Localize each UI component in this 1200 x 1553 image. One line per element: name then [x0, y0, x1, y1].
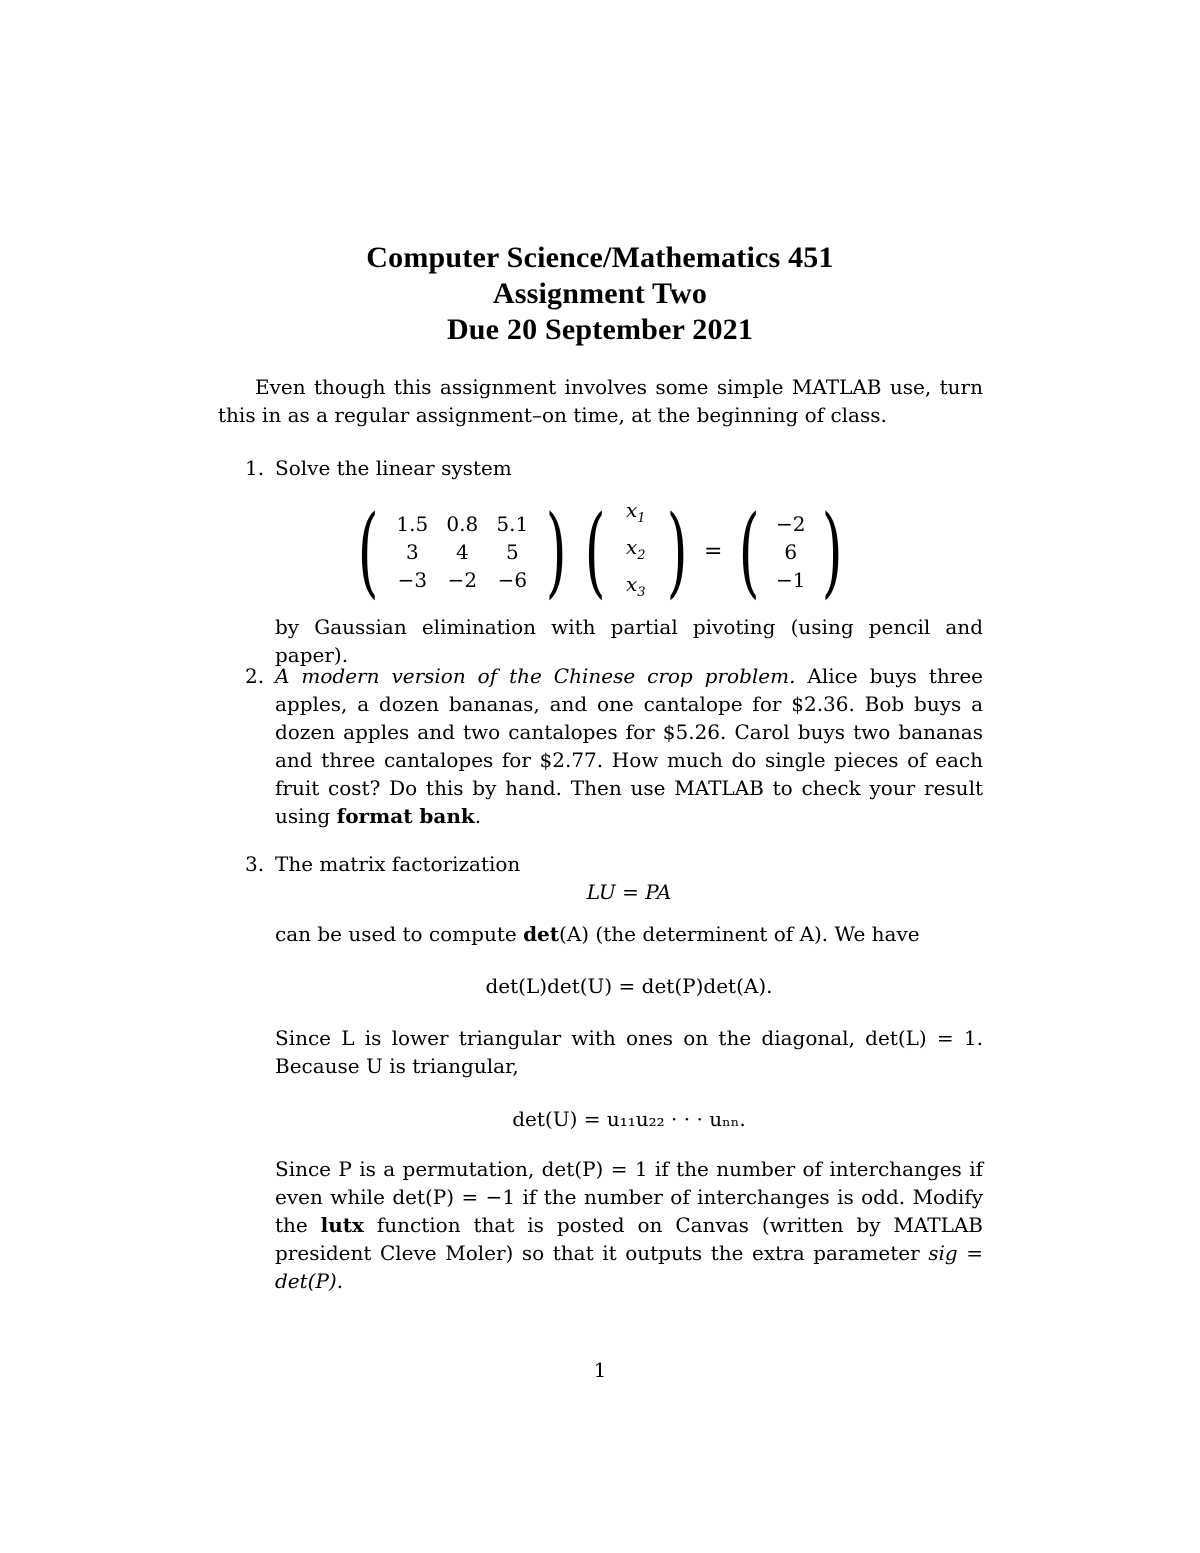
right-paren: )	[821, 494, 843, 609]
problem-3-lead: The matrix factorization	[275, 852, 521, 876]
unknown-x3: $x_3$	[626, 572, 646, 600]
equation-det-product: det(L)det(U) = det(P)det(A).	[485, 974, 773, 998]
right-paren: )	[545, 494, 567, 609]
unknown-x2: $x_2$	[626, 535, 646, 563]
assignment-title: Assignment Two	[492, 277, 708, 310]
page-number: 1	[593, 1358, 607, 1382]
unknown-vector	[614, 496, 658, 607]
matrix-cell: −2	[447, 567, 478, 592]
course-title: Computer Science/Mathematics 451	[366, 241, 834, 274]
unknown-x1: $x_1$	[626, 498, 646, 526]
matrix-cell: 1.5	[396, 511, 429, 536]
due-date: Due 20 September 2021	[446, 313, 754, 346]
coefficient-matrix	[387, 510, 537, 594]
problem-1-number: 1.	[245, 456, 265, 480]
matrix-cell: −6	[497, 567, 528, 592]
equals-sign: =	[704, 539, 723, 564]
problem-3-para-2: Since L is lower triangular with ones on the diagonal, det(L) = 1. Because U is triangular,	[275, 1026, 983, 1078]
problem-2-body: Alice buys three apples, a dozen bananas, and one cantalope for $2.36. Bob buys a dozen apples and two cantalopes for $5.26. Carol buys two bananas and three cantalopes for $2.77. How much do single pieces of each fruit cost? Do this by hand. Then use MATLAB to check your result using	[275, 664, 984, 828]
matrix-cell: 3	[405, 539, 419, 564]
linear-system	[0, 496, 1200, 607]
matrix-cell: 0.8	[446, 511, 479, 536]
problem-1-lead: Solve the linear system	[275, 456, 512, 480]
sig-parameter: sig = det(P).	[275, 1241, 984, 1293]
format-bank-command: format bank	[336, 804, 475, 828]
left-paren: (	[357, 494, 379, 609]
left-paren: (	[739, 494, 761, 609]
rhs-cell: −2	[775, 511, 806, 536]
problem-2-heading: A modern version of the Chinese crop problem.	[275, 664, 796, 688]
matrix-cell: 4	[455, 539, 469, 564]
rhs-cell: 6	[784, 539, 798, 564]
intro-paragraph: Even though this assignment involves some simple MATLAB use, turn this in as a regular assignment–on time, at the beginning of class.	[218, 375, 983, 427]
rhs-vector	[769, 510, 813, 594]
matrix-cell: 5.1	[496, 511, 529, 536]
lutx-function: lutx	[320, 1213, 364, 1237]
left-paren: (	[584, 494, 606, 609]
equation-det-u: det(U) = u₁₁u₂₂ · · · uₙₙ.	[512, 1107, 746, 1131]
rhs-cell: −1	[775, 567, 806, 592]
right-paren: )	[666, 494, 688, 609]
problem-2-text: A modern version of the Chinese crop problem. Alice buys three apples, a dozen bananas, and one cantalope for $2.36. Bob buys a dozen apples and two cantalopes for $5.26. Carol buys two bananas and three cantalopes for $2.77. How much do single pieces of each fruit cost? Do this by hand. Then use MATLAB to check your result using format bank.	[275, 664, 984, 828]
document-page: Computer Science/Mathematics 451 Assignment Two Due 20 September 2021 Even though this assignment involves some simple MATLAB use, turn this in as a regular assignment–on time, at the beginning of class. 1. Solve the linear system ( 1.5 0.8 5.1 3 4 5 −3 −2 −6 ) ( $x_1$ $x_2$ $x_3$ ) = ( −2 6 −1 ) by Gaussian elimination with partial pivoting (using pencil and paper). 2. A modern version of the Chinese crop problem. Alice buys three apples, a dozen bananas, and one cantalope for $2.36. Bob buys a dozen apples and two cantalopes for $5.26. Carol buys two bananas and three cantalopes for $2.77. How much do single pieces of each fruit cost? Do this by hand. Then use MATLAB to check your result using format bank. 3. The matrix factorization LU = PA can be used to compute det(A) (the determinent of A). We have det(L)det(U) = det(P)det(A). Since L is lower triangular with ones on the diagonal, det(L) = 1. Because U is triangular, det(U) = u₁₁u₂₂ · · · uₙₙ. Since P is a permutation, det(P) = 1 if the number of interchanges if even while det(P) = −1 if the number of interchanges is odd. Modify the lutx function that is posted on Canvas (written by MATLAB president Cleve Moler) so that it outputs the extra parameter sig = det(P). 1	[0, 0, 1200, 1553]
equation-lu: LU = PA	[586, 880, 672, 904]
problem-3-para-3: Since P is a permutation, det(P) = 1 if the number of interchanges if even while det(P) = −1 if the number of interchanges is odd. Modify the lutx function that is posted on Canvas (written by MATLAB president Cleve Moler) so that it outputs the extra parameter sig = det(P).	[275, 1157, 984, 1293]
problem-3-number: 3.	[245, 852, 265, 876]
matrix-cell: 5	[505, 539, 519, 564]
matrix-cell: −3	[397, 567, 428, 592]
problem-3-para-1: can be used to compute det(A) (the determinent of A). We have	[275, 922, 920, 946]
problem-2-number: 2.	[245, 664, 265, 688]
title-block	[0, 240, 1200, 348]
